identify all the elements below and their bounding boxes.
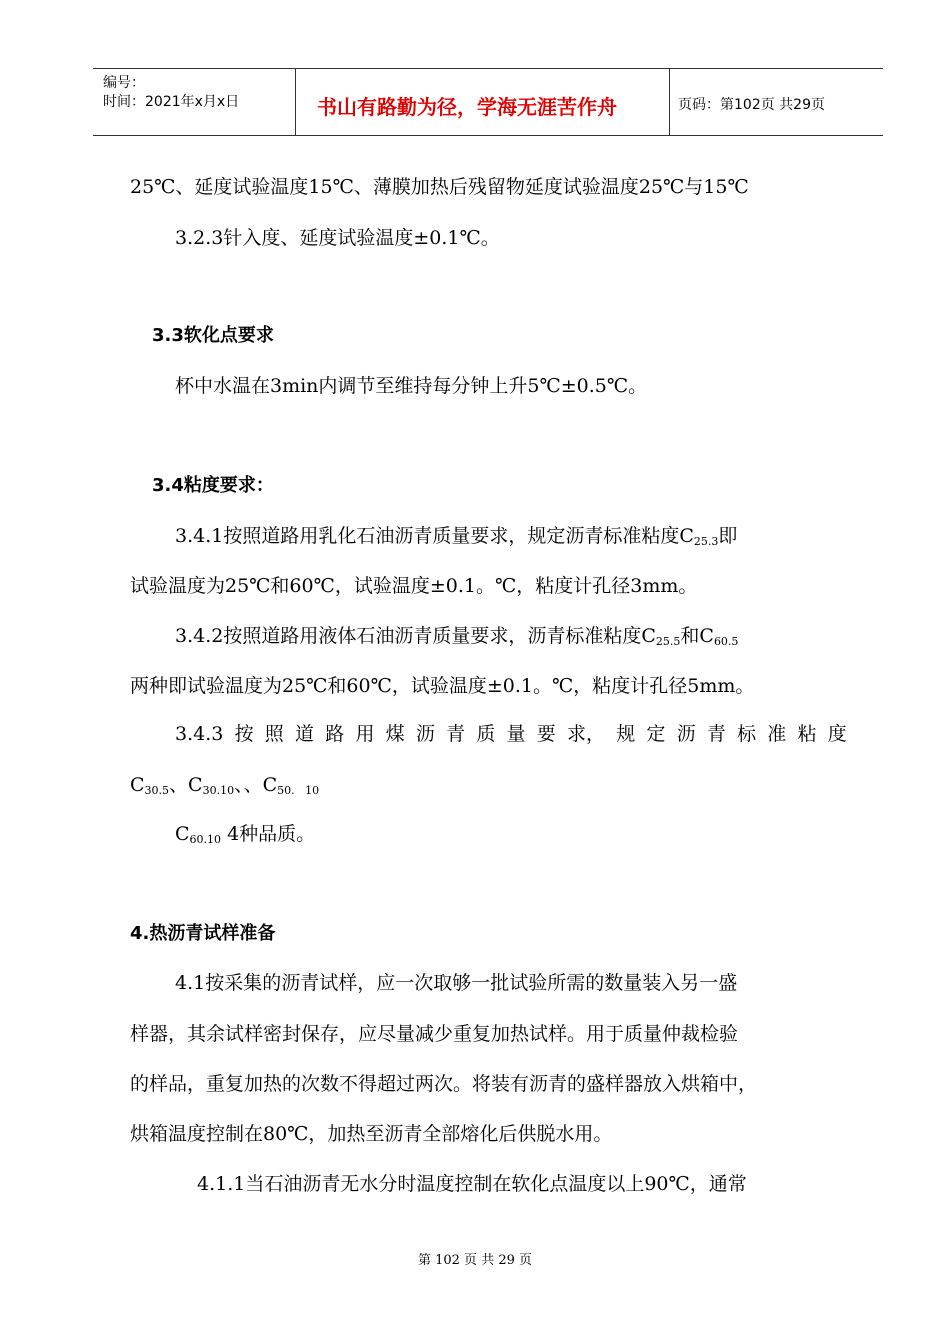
number-label: 编号： (103, 75, 145, 91)
subscript: 25.5 (655, 635, 681, 648)
justified-char: 路 (325, 723, 345, 745)
page-header (93, 68, 883, 136)
paragraph-3-4-3-line-3 (175, 822, 315, 852)
paragraph-3-4-1-line-1 (175, 524, 737, 554)
paragraph-4-1-1-line-1: 4.1.1当石油沥青无水分时温度控制在软化点温度以上90℃，通常 (197, 1173, 747, 1195)
text-run: 、C (169, 774, 203, 796)
paragraph-4-1-line-3: 的样品，重复加热的次数不得超过两次。将装有沥青的盛样器放入烘箱中， (130, 1073, 758, 1095)
paragraph-3-4-2-line-1 (175, 624, 738, 654)
text-run: 4种品质。 (221, 823, 316, 845)
text-run: 3.4.2按照道路用液体石油沥青质量要求，沥青标准粘度C (175, 625, 656, 647)
justified-char: 照 (264, 723, 284, 745)
justified-char: 定 (646, 723, 666, 745)
text-run: C (130, 774, 145, 796)
justified-char: 道 (295, 723, 315, 745)
text-run: 即 (718, 525, 738, 547)
justified-char: 3.4.3 (175, 723, 224, 745)
section-heading-3-3: 3.3软化点要求 (152, 325, 274, 346)
justified-char: 煤 (385, 723, 405, 745)
page-info-text: 页码：第102页 共29页 (678, 97, 825, 113)
paragraph-3-4-1-line-2: 试验温度为25℃和60℃，试验温度±0.1。℃，粘度计孔径3mm。 (130, 575, 698, 597)
justified-char: 标 (737, 723, 757, 745)
justified-char: 规 (616, 723, 636, 745)
paragraph-4-1-line-1: 4.1按采集的沥青试样，应一次取够一批试验所需的数量装入另一盛 (175, 972, 738, 994)
subscript: 25.3 (693, 535, 719, 548)
paragraph-4-1-line-4: 烘箱温度控制在80℃，加热至沥青全部熔化后供脱水用。 (130, 1123, 613, 1145)
paragraph-3-4-3-line-1 (175, 722, 847, 746)
justified-char: 度 (827, 723, 847, 745)
justified-char: 质 (476, 723, 496, 745)
page-footer: 第 102 页 共 29 页 (417, 1253, 533, 1268)
justified-char: 沥 (415, 723, 435, 745)
text-run: C (175, 823, 190, 845)
subscript: 30.10 (202, 784, 235, 797)
header-page-info (670, 69, 883, 135)
justified-char: 准 (767, 723, 787, 745)
body-line-2: 3.2.3针入度、延度试验温度±0.1℃。 (175, 227, 500, 249)
section-heading-3-4: 3.4粘度要求： (152, 475, 274, 496)
text-run: 3.4.1按照道路用乳化石油沥青质量要求，规定沥青标准粘度C (175, 525, 694, 547)
justified-char: 用 (355, 723, 375, 745)
subscript: 50. 10 (277, 784, 320, 797)
text-run: 和C (680, 625, 714, 647)
text-run: 、、C (234, 774, 278, 796)
justified-char: 量 (506, 723, 526, 745)
body-line-1: 25℃、延度试验温度15℃、薄膜加热后残留物延度试验温度25℃与15℃ (130, 176, 749, 198)
header-motto (295, 69, 670, 135)
subscript: 60.10 (189, 833, 222, 846)
section-heading-4: 4.热沥青试样准备 (130, 923, 276, 944)
paragraph-3-4-2-line-2: 两种即试验温度为25℃和60℃，试验温度±0.1。℃，粘度计孔径5mm。 (130, 675, 755, 697)
paragraph-4-1-line-2: 样器，其余试样密封保存，应尽量减少重复加热试样。用于质量仲裁检验 (130, 1023, 739, 1045)
justified-char: 青 (706, 723, 726, 745)
justified-char: 求， (566, 723, 605, 745)
paragraph-3-4-3-line-2 (130, 773, 319, 803)
paragraph-3-3: 杯中水温在3min内调节至维持每分钟上升5℃±0.5℃。 (175, 375, 648, 397)
justified-char: 粘 (797, 723, 817, 745)
justified-char: 按 (234, 723, 254, 745)
header-meta (93, 69, 296, 135)
justified-char: 沥 (676, 723, 696, 745)
justified-char: 青 (446, 723, 466, 745)
subscript: 60.5 (713, 635, 739, 648)
time-label: 时间：2021年x月x日 (103, 94, 240, 110)
subscript: 30.5 (144, 784, 170, 797)
motto-text: 书山有路勤为径，学海无涯苦作舟 (317, 95, 617, 119)
justified-char: 要 (536, 723, 556, 745)
